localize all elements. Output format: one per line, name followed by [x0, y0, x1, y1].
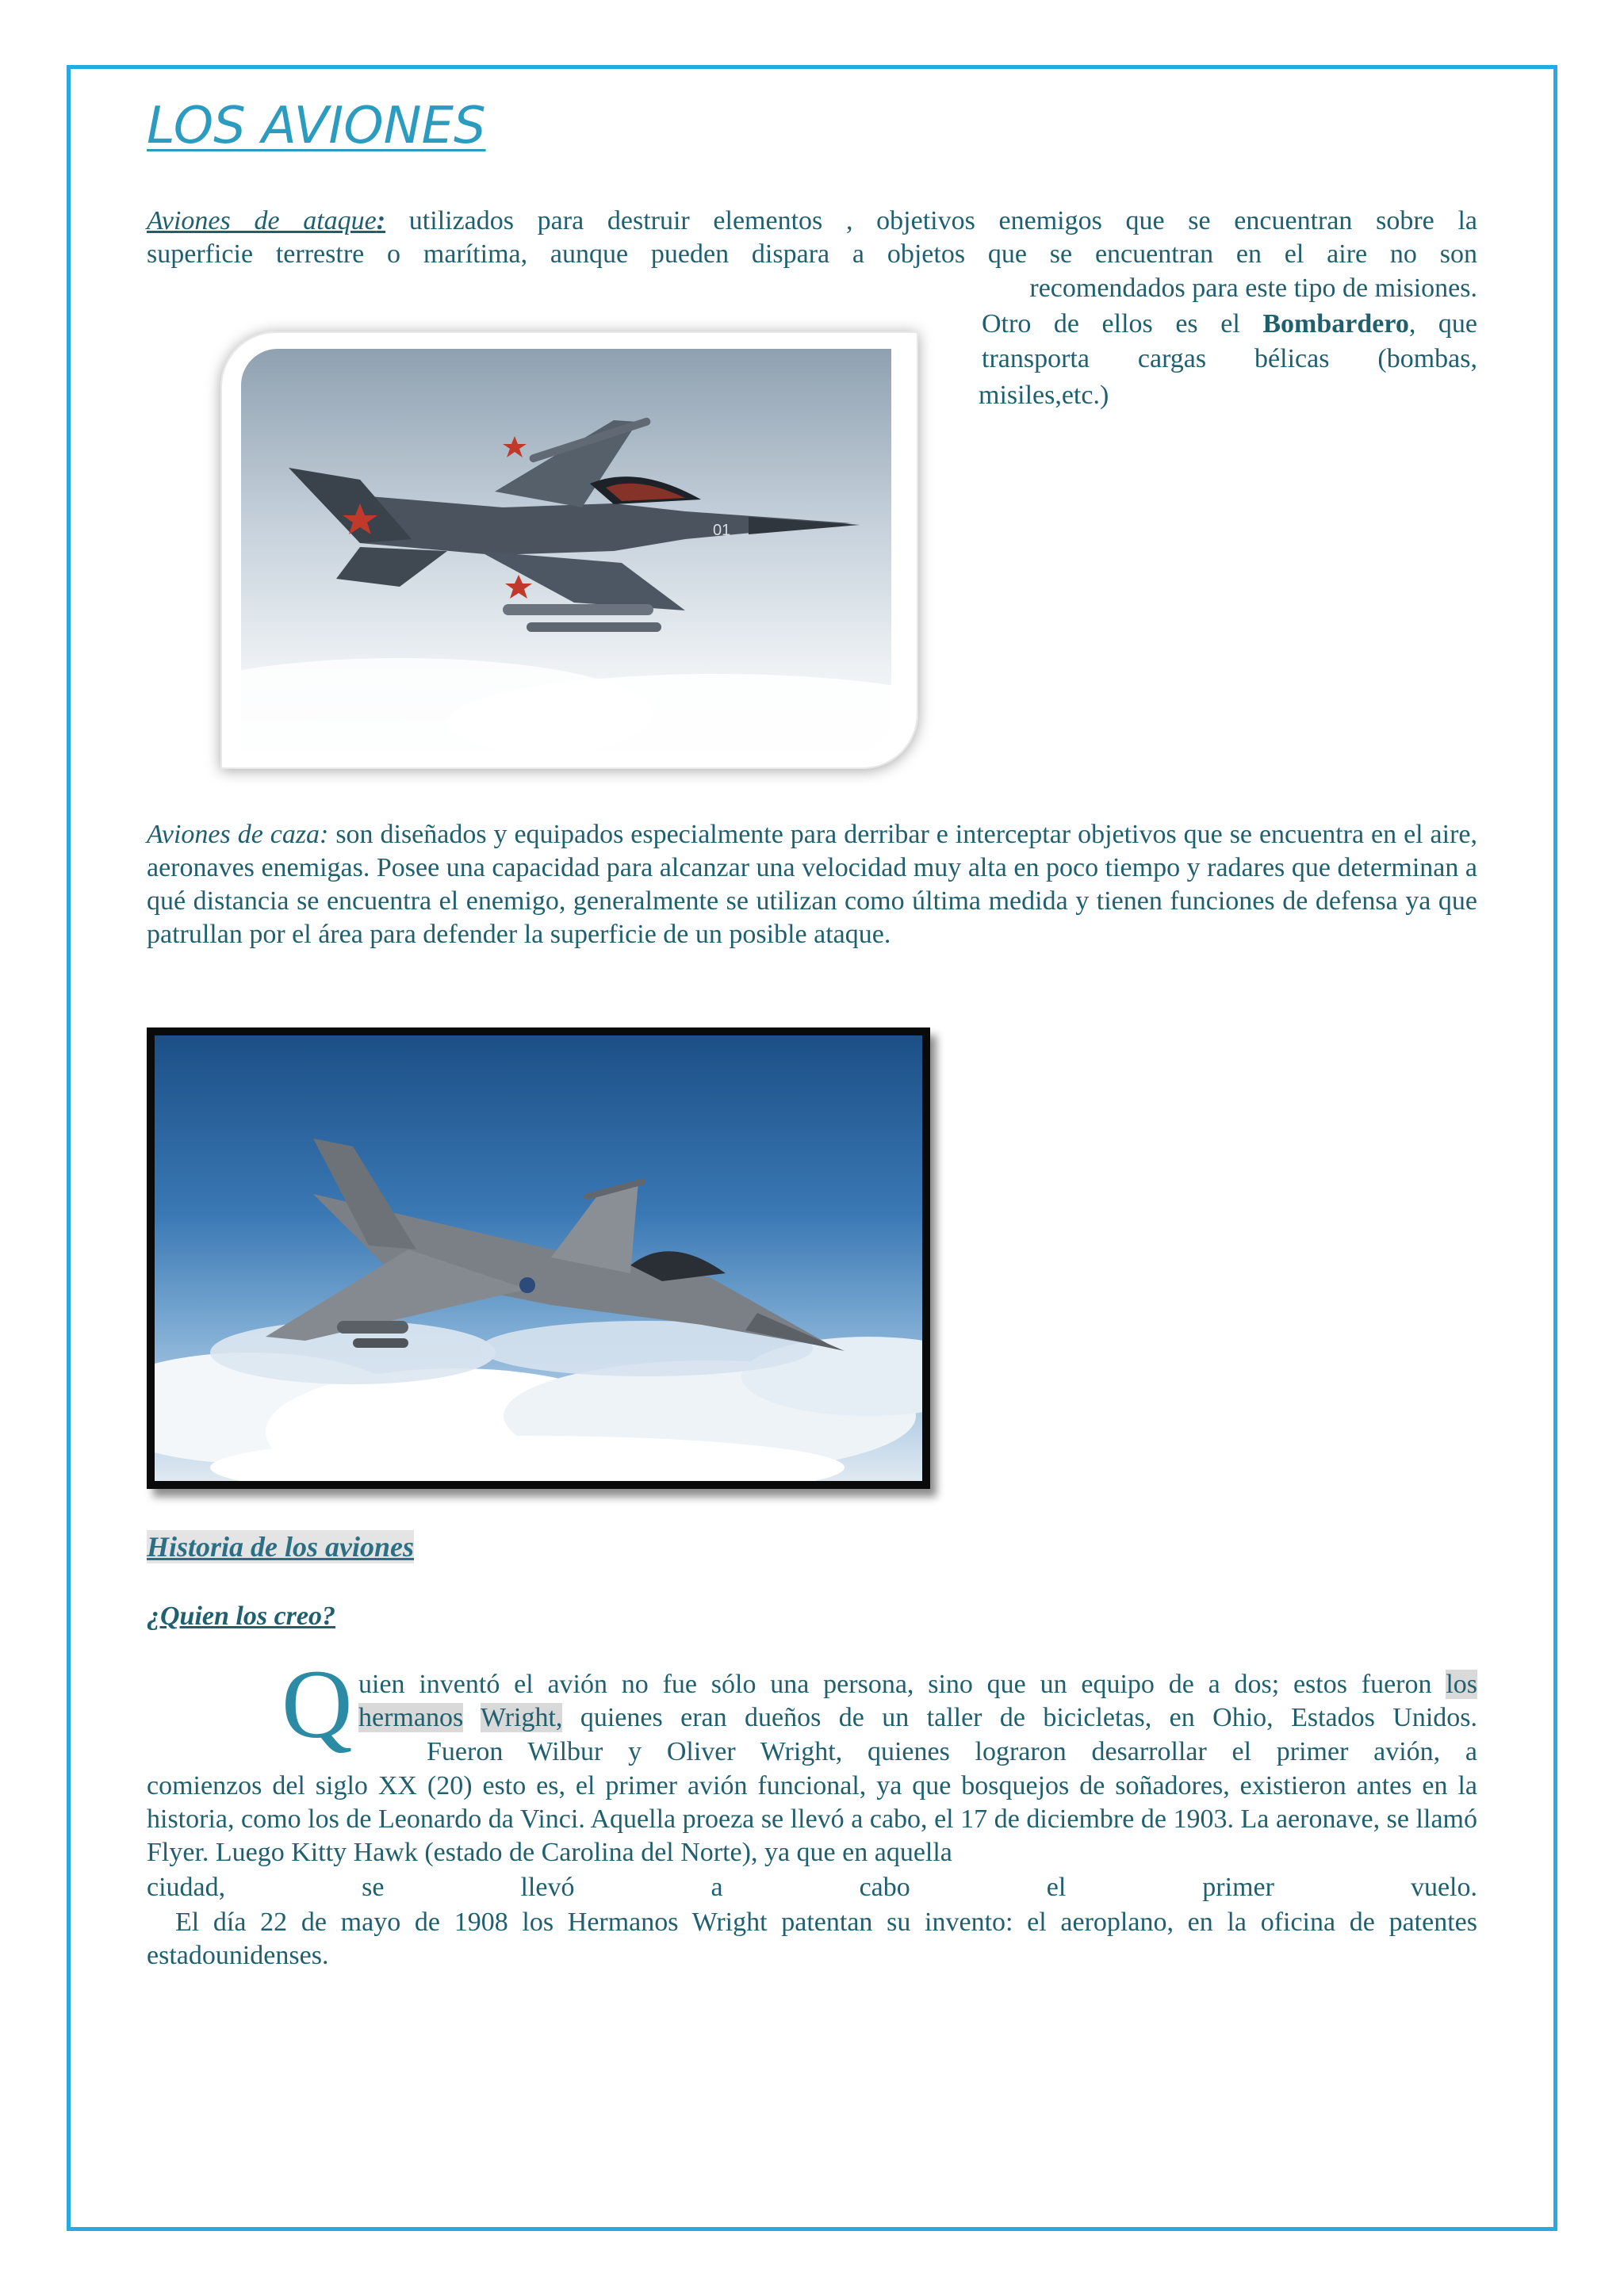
patent-paragraph: El día 22 de mayo de 1908 los Hermanos Wright patentan su invento: el aeroplano, en la oficina de patentes estadounidenses.	[147, 1908, 1477, 1970]
attack-label-colon: :	[376, 206, 386, 235]
attack-jet-image-frame	[220, 331, 918, 769]
history-line-1	[358, 1668, 1477, 1701]
history-line-3: Fueron Wilbur y Oliver Wright, quienes lograron desarrollar el primer avión, a	[427, 1737, 1477, 1766]
attack-paragraph-line-3: recomendados para este tipo de misiones.	[1029, 274, 1477, 303]
svg-text:01: 01	[713, 522, 731, 539]
fighter-jet-image-frame	[147, 1027, 930, 1489]
bomber-line-3: misiles,etc.)	[979, 381, 1109, 410]
bomber-word: Bombardero	[1262, 309, 1409, 339]
fighter-jet-image	[155, 1035, 922, 1481]
attack-jet-image	[241, 349, 891, 752]
history-body: comienzos del siglo XX (20) esto es, el primer avión funcional, ya que bosquejos de soñadores, existieron antes en la historia, como los de Leonardo da Vinci. Aquella proeza se llevó a cabo, el 17 de diciembre de 1903. La aeronave, se llamó Flyer. Luego Kitty Hawk (estado de Carolina del Norte), ya que en aquella	[147, 1771, 1477, 1867]
history-line-2	[358, 1701, 1477, 1735]
attack-paragraph-line-1	[147, 205, 1477, 238]
attack-line-1: utilizados para destruir elementos , objetivos enemigos que se encuentran sobre la	[408, 206, 1477, 235]
fighter-label: Aviones de caza:	[147, 820, 329, 849]
history-question: ¿Quien los creo?	[147, 1601, 335, 1631]
highlight-hermanos: hermanos	[358, 1703, 464, 1732]
bomber-text-a: Otro de ellos es el	[982, 309, 1240, 339]
bomber-line-2: transporta cargas bélicas (bombas,	[982, 344, 1477, 373]
attack-paragraph-line-2: superficie terrestre o marítima, aunque pueden dispara a objetos que se encuentran en el aire no son	[147, 239, 1477, 269]
fighter-paragraph	[147, 818, 1477, 951]
history-body-last-line: ciudad, se llevó a cabo el primer vuelo.	[147, 1873, 1477, 1902]
bomber-line-1	[982, 308, 1477, 341]
attack-label: Aviones de ataque	[147, 206, 377, 235]
bomber-text-b: , que	[1408, 309, 1478, 339]
history-line-2-text: quienes eran dueños de un taller de bicicletas, en Ohio, Estados Unidos.	[580, 1703, 1477, 1732]
highlight-los: los	[1446, 1670, 1478, 1699]
page-title: LOS AVIONES	[147, 97, 486, 155]
drop-cap-letter: Q	[282, 1650, 353, 1758]
history-line-1-text: uien inventó el avión no fue sólo una persona, sino que un equipo de a dos; estos fueron	[358, 1670, 1432, 1699]
highlight-wright: Wright,	[480, 1703, 563, 1732]
history-heading: Historia de los aviones	[147, 1531, 415, 1563]
fighter-text: son diseñados y equipados especialmente para derribar e interceptar objetivos que se encuentra en el aire, aeronaves enemigas. Posee una capacidad para alcanzar una velocidad muy alta en poco tiempo y radares que determinan a qué distancia se encuentra el enemigo, generalmente se utilizan como última medida y tienen funciones de defensa ya que patrullan por el área para defender la superficie de un posible ataque.	[147, 820, 1477, 949]
